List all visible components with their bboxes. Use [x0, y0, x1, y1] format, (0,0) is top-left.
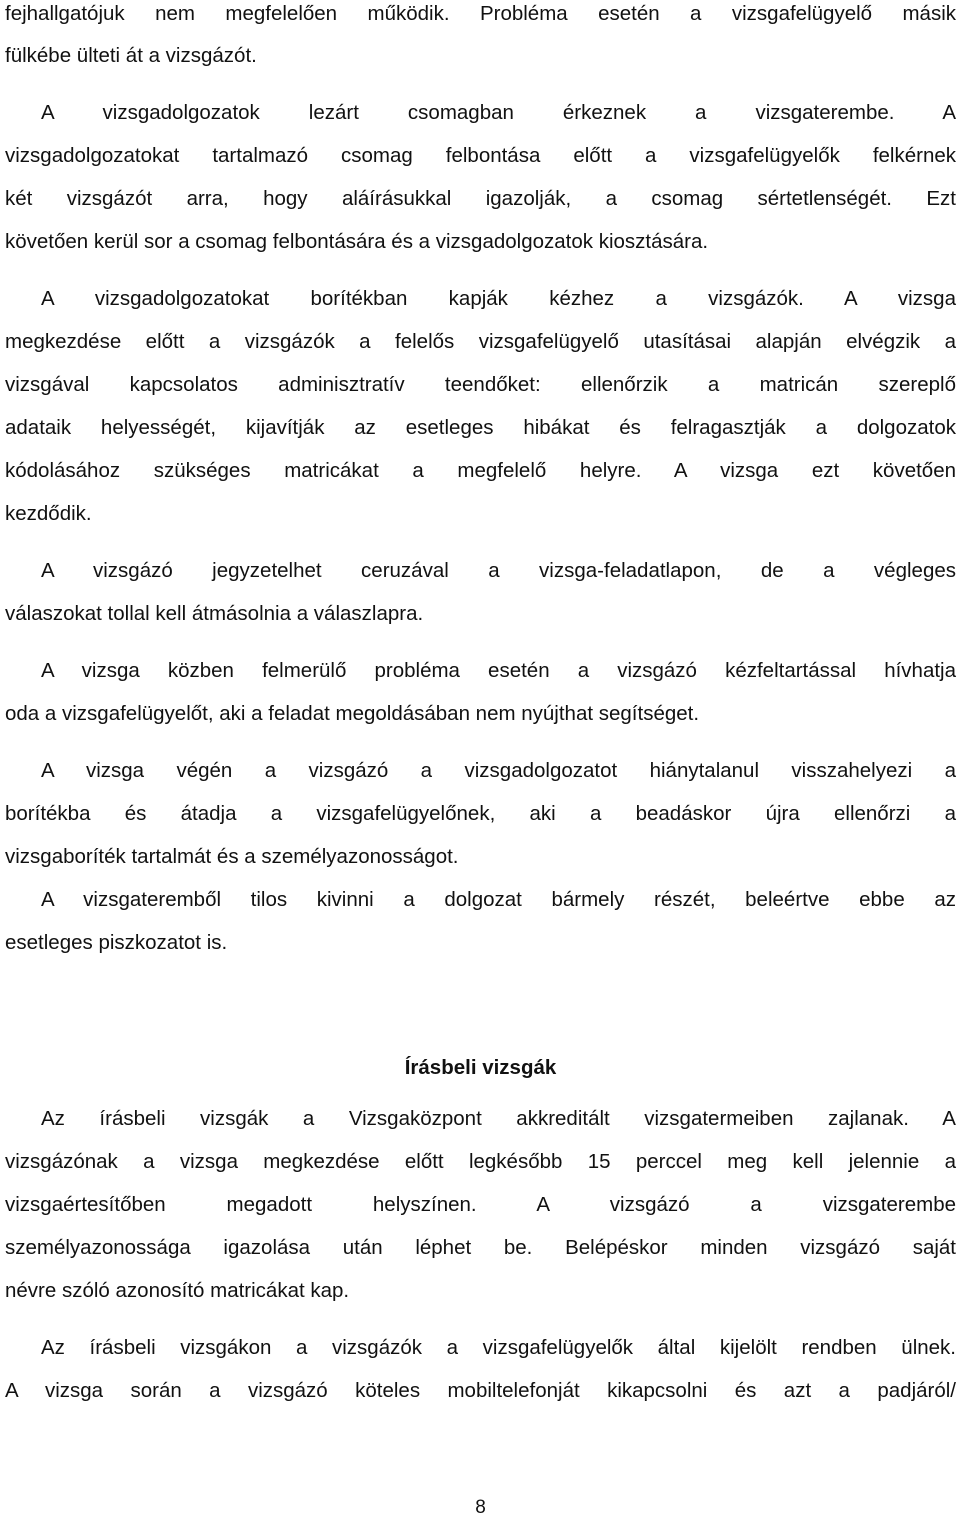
paragraph-line: névre szóló azonosító matricákat kap.	[5, 1279, 350, 1302]
paragraph-line: A vizsgateremből tilos kivinni a dolgozat bármely részét, beleértve ebbe az	[41, 888, 956, 911]
paragraph-line: borítékba és átadja a vizsgafelügyelőnek, aki a beadáskor újra ellenőrzi a	[5, 802, 956, 825]
paragraph-line: fejhallgatójuk nem megfelelően működik. Probléma esetén a vizsgafelügyelő másik	[5, 2, 956, 25]
section-heading: Írásbeli vizsgák	[404, 1056, 557, 1079]
paragraph-line: két vizsgázót arra, hogy aláírásukkal igazolják, a csomag sértetlenségét. Ezt	[5, 187, 956, 210]
paragraph-line: kódolásához szükséges matricákat a megfelelő helyre. A vizsga ezt követően	[5, 459, 956, 482]
paragraph-line: A vizsgadolgozatokat borítékban kapják kézhez a vizsgázók. A vizsga	[41, 287, 956, 310]
paragraph-line: megkezdése előtt a vizsgázók a felelős vizsgafelügyelő utasításai alapján elvégzik a	[5, 330, 956, 353]
page-number: 8	[475, 1497, 486, 1518]
paragraph-line: A vizsga közben felmerülő probléma esetén a vizsgázó kézfeltartással hívhatja	[41, 659, 956, 682]
paragraph-line: személyazonossága igazolása után léphet be. Belépéskor minden vizsgázó saját	[5, 1236, 956, 1259]
paragraph-line: adataik helyességét, kijavítják az esetleges hibákat és felragasztják a dolgozatok	[5, 416, 956, 439]
paragraph-line: vizsgázónak a vizsga megkezdése előtt legkésőbb 15 perccel meg kell jelennie a	[5, 1150, 956, 1173]
paragraph-line: Az írásbeli vizsgák a Vizsgaközpont akkreditált vizsgatermeiben zajlanak. A	[41, 1107, 956, 1130]
paragraph-line: A vizsga végén a vizsgázó a vizsgadolgozatot hiánytalanul visszahelyezi a	[41, 759, 956, 782]
paragraph-line: oda a vizsgafelügyelőt, aki a feladat megoldásában nem nyújthat segítséget.	[5, 702, 700, 725]
paragraph-line: vizsgadolgozatokat tartalmazó csomag felbontása előtt a vizsgafelügyelők felkérnek	[5, 144, 956, 167]
paragraph-line: válaszokat tollal kell átmásolnia a válaszlapra.	[5, 602, 424, 625]
paragraph-line: esetleges piszkozatot is.	[5, 931, 228, 954]
paragraph-line: Az írásbeli vizsgákon a vizsgázók a vizsgafelügyelők által kijelölt rendben ülnek.	[41, 1336, 956, 1359]
paragraph-line: vizsgaboríték tartalmát és a személyazonosságot.	[5, 845, 459, 868]
paragraph-line: kezdődik.	[5, 502, 92, 525]
paragraph-line: A vizsgázó jegyzetelhet ceruzával a vizsga-feladatlapon, de a végleges	[41, 559, 956, 582]
paragraph-line: A vizsga során a vizsgázó köteles mobiltelefonját kikapcsolni és azt a padjáról/	[5, 1379, 956, 1402]
paragraph-line: fülkébe ülteti át a vizsgázót.	[5, 44, 257, 67]
paragraph-line: vizsgaértesítőben megadott helyszínen. A vizsgázó a vizsgaterembe	[5, 1193, 956, 1216]
paragraph-line: követően kerül sor a csomag felbontására és a vizsgadolgozatok kiosztására.	[5, 230, 709, 253]
paragraph-line: vizsgával kapcsolatos adminisztratív teendőket: ellenőrzik a matricán szereplő	[5, 373, 956, 396]
paragraph-line: A vizsgadolgozatok lezárt csomagban érkeznek a vizsgaterembe. A	[41, 101, 956, 124]
